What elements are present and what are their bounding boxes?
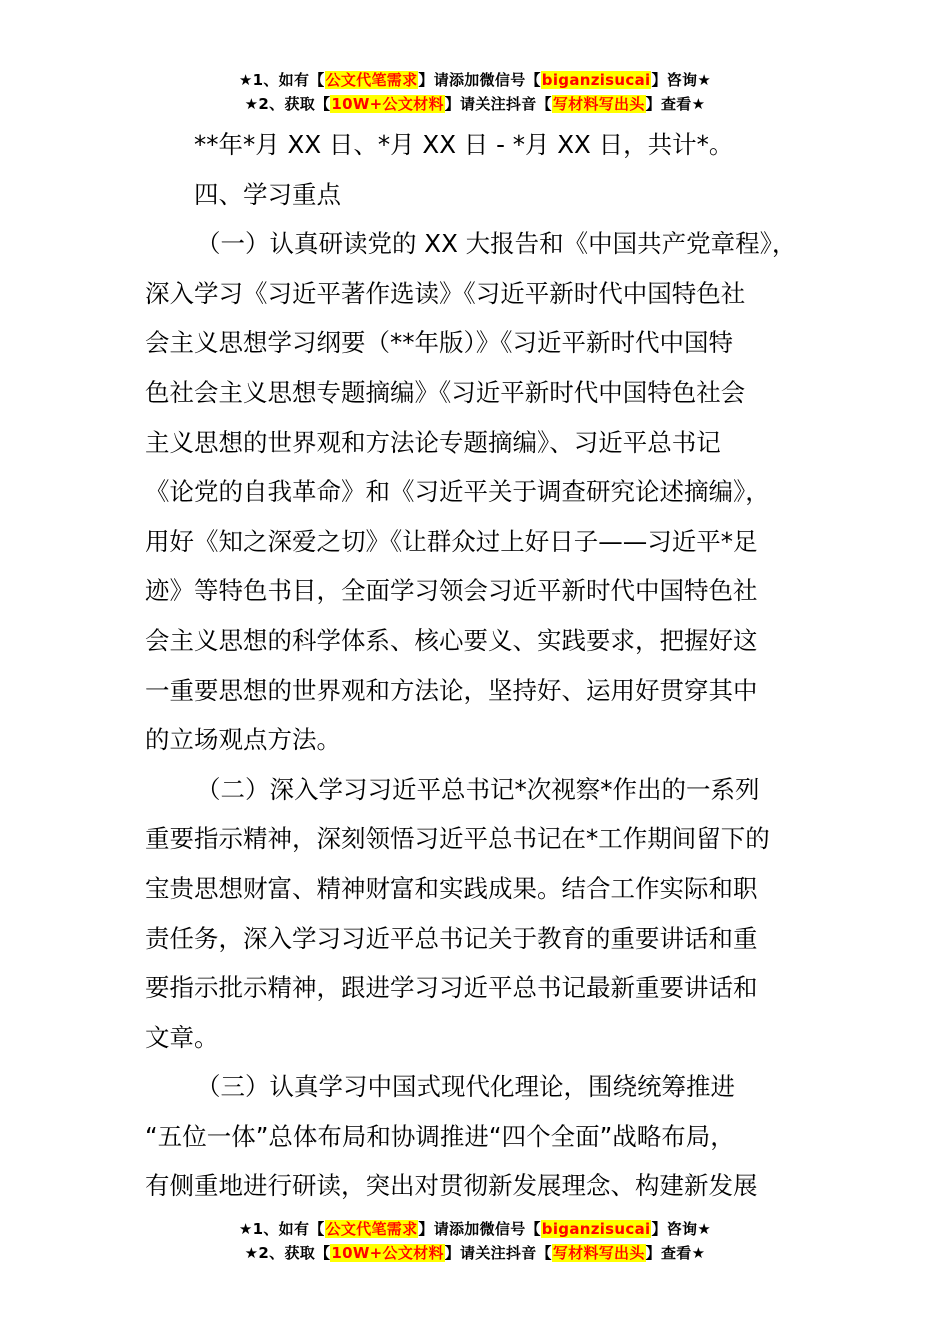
notice-text: 】咨询★ xyxy=(651,71,712,89)
paragraph-line: 会主义思想学习纲要（**年版）》《习近平新时代中国特 xyxy=(145,328,733,358)
paragraph-line: 宝贵思想财富、精神财富和实践成果。结合工作实际和职 xyxy=(145,873,758,903)
footer-notice xyxy=(0,1217,950,1265)
paragraph-line: 的立场观点方法。 xyxy=(145,725,341,755)
notice-highlight: 公文代笔需求 xyxy=(325,71,418,89)
notice-text: ★2、获取【 xyxy=(244,1244,331,1262)
header-notice xyxy=(0,68,950,116)
notice-highlight: 公文代笔需求 xyxy=(325,1220,418,1238)
notice-highlight: 写材料写出头 xyxy=(552,1244,645,1262)
paragraph-line: 文章。 xyxy=(145,1022,219,1052)
notice-text: 】查看★ xyxy=(645,1244,706,1262)
notice-line-2 xyxy=(0,1241,950,1265)
document-body xyxy=(145,120,815,1211)
paragraph-line: 《论党的自我革命》和《习近平关于调查研究论述摘编》， xyxy=(145,477,770,507)
notice-text: 】请添加微信号【 xyxy=(418,1220,541,1238)
paragraph-line: 责任务，深入学习习近平总书记关于教育的重要讲话和重 xyxy=(145,923,758,953)
notice-text: 】咨询★ xyxy=(651,1220,712,1238)
notice-text: ★1、如有【 xyxy=(238,71,325,89)
notice-highlight: 写材料写出头 xyxy=(552,95,645,113)
paragraph-line: （一）认真研读党的 XX 大报告和《中国共产党章程》， xyxy=(196,229,797,259)
paragraph-line: 重要指示精神，深刻领悟习近平总书记在*工作期间留下的 xyxy=(145,824,770,854)
paragraph-line: 会主义思想的科学体系、核心要义、实践要求，把握好这 xyxy=(145,625,758,655)
paragraph-line: 主义思想的世界观和方法论专题摘编》、习近平总书记 xyxy=(145,427,721,457)
paragraph-line: 要指示批示精神，跟进学习习近平总书记最新重要讲话和 xyxy=(145,973,758,1003)
notice-highlight: 10W+公文材料 xyxy=(331,1244,444,1262)
paragraph-line: （三）认真学习中国式现代化理论，围绕统筹推进 xyxy=(196,1072,735,1102)
paragraph-line: 色社会主义思想专题摘编》《习近平新时代中国特色社会 xyxy=(145,377,746,407)
notice-line-2 xyxy=(0,92,950,116)
notice-text: 】请添加微信号【 xyxy=(418,71,541,89)
notice-text: 】请关注抖音【 xyxy=(444,95,552,113)
paragraph-line: 迹》等特色书目，全面学习领会习近平新时代中国特色社 xyxy=(145,576,758,606)
paragraph-line: 深入学习《习近平著作选读》《习近平新时代中国特色社 xyxy=(145,278,746,308)
notice-line-1 xyxy=(0,68,950,92)
date-line: **年*月 XX 日、*月 XX 日 - *月 XX 日，共计*。 xyxy=(194,130,734,159)
notice-text: 】请关注抖音【 xyxy=(444,1244,552,1262)
notice-text: 】查看★ xyxy=(645,95,706,113)
paragraph-line: 一重要思想的世界观和方法论，坚持好、运用好贯穿其中 xyxy=(145,675,758,705)
section-heading: 四、学习重点 xyxy=(194,179,341,209)
notice-line-1 xyxy=(0,1217,950,1241)
paragraph-line: 有侧重地进行研读，突出对贯彻新发展理念、构建新发展 xyxy=(145,1171,758,1201)
notice-highlight: biganzisucai xyxy=(541,1220,651,1238)
notice-highlight: biganzisucai xyxy=(541,71,651,89)
paragraph-line: （二）深入学习习近平总书记*次视察*作出的一系列 xyxy=(196,774,760,804)
paragraph-line: “五位一体”总体布局和协调推进“四个全面”战略布局， xyxy=(145,1121,735,1151)
paragraph-line: 用好《知之深爱之切》《让群众过上好日子——习近平*足 xyxy=(145,526,758,556)
notice-highlight: 10W+公文材料 xyxy=(331,95,444,113)
notice-text: ★2、获取【 xyxy=(244,95,331,113)
notice-text: ★1、如有【 xyxy=(238,1220,325,1238)
